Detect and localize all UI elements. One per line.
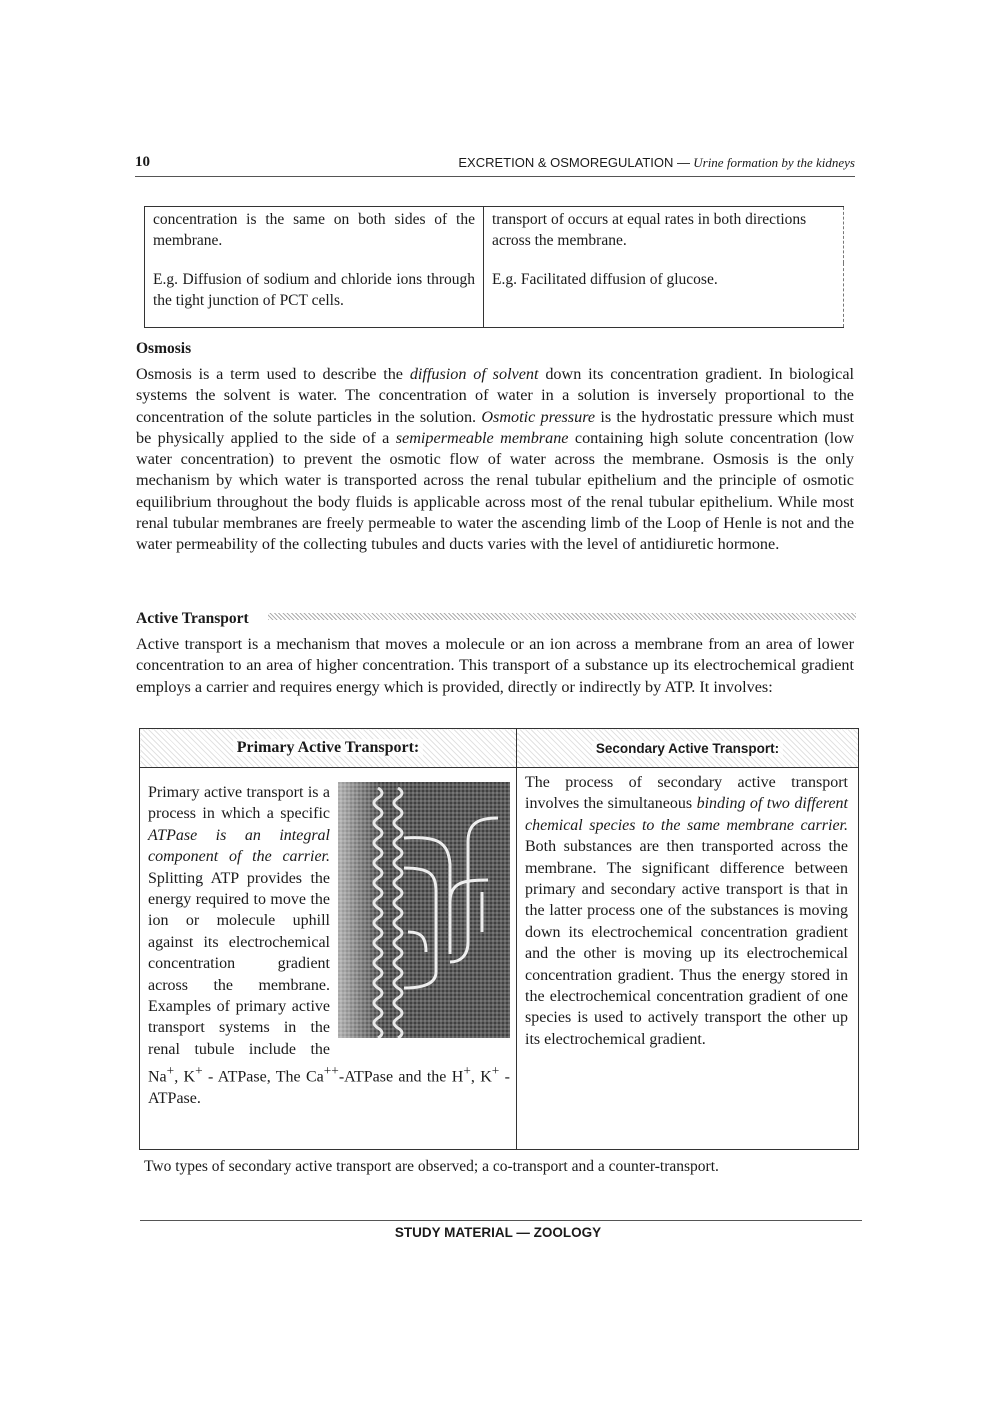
superscript: + (166, 1063, 175, 1079)
osmosis-heading: Osmosis (136, 340, 192, 357)
superscript: + (491, 1063, 500, 1079)
membrane-carrier-illustration (338, 782, 510, 1038)
text-run: - ATPase. (148, 1068, 511, 1108)
osmosis-paragraph (136, 364, 854, 556)
running-head-section: EXCRETION & OSMOREGULATION — (458, 155, 690, 170)
text-run: down its concentration gradient. In biological systems the solvent is water. The concentration of water in a solution is inversely proportional to the concentration of the solute particles in the solution. (136, 365, 854, 426)
secondary-active-transport-heading (517, 729, 859, 768)
superscript: + (195, 1063, 203, 1079)
text-run: The process of secondary active transport involves the simultaneous (525, 774, 848, 813)
closing-sentence: Two types of secondary active transport are observed; a co-transport and a counter-transport. (144, 1158, 719, 1175)
table-cell: E.g. Facilitated diffusion of glucose. (484, 263, 844, 328)
text-run: , K (470, 1068, 492, 1086)
running-head (458, 155, 855, 171)
superscript: + (463, 1063, 471, 1079)
italic-term: diffusion of solvent (409, 365, 539, 383)
table-cell: E.g. Diffusion of sodium and chloride ions through the tight junction of PCT cells. (145, 263, 484, 328)
primary-transport-text (148, 782, 510, 1109)
active-transport-paragraph: Active transport is a mechanism that moves a molecule or an ion across a membrane from an area of lower concentration to an area of higher concentration. This transport of a substance up its electrochemical gradient employs a carrier and requires energy which is provided, directly or indirectly by ATP. It involves: (136, 635, 854, 696)
text-run: Primary active transport is a process in which a specific (148, 784, 330, 823)
running-head-subsection: Urine formation by the kidneys (693, 155, 855, 170)
secondary-transport-text (525, 772, 848, 1050)
table-row (140, 768, 859, 1150)
italic-term: ATPase is an integral component of the carrier. (148, 826, 330, 866)
text-run: Splitting ATP provides the energy required to move the ion or molecule uphill against its electrochemical concentration gradient across the membrane. Examples of primary active transport systems in the renal tubule include the Na (148, 869, 330, 1086)
italic-term: semipermeable membrane (395, 428, 569, 447)
table-header-row (140, 729, 859, 768)
text-run: containing high solute concentration (low water concentration) to prevent the osmotic flow of water across the membrane. Osmosis is the only mechanism by which water is transported across the renal tubular epithelium and the principle of osmotic equilibrium throughout the body fluids is applicable across most of the renal tubular epithelium. While most renal tubular membranes are freely permeable to water the ascending limb of the Loop of Henle is not and the water permeability of the collecting tubules and ducts varies with the level of antidiuretic hormone. (136, 428, 855, 554)
text-run: - ATPase, The Ca (202, 1068, 324, 1086)
footer-rule (140, 1220, 862, 1221)
text-run: Both substances are then transported across the membrane. The significant difference between primary and secondary active transport is that in the latter process one of the substances is moving down its electrochemical concentration gradient and the other is moving up its electrochemical concentration gradient. Thus the energy stored in the electrochemical concentration gradient of one species is used to actively transport the other up its electrochemical gradient. (525, 838, 848, 1048)
diffusion-comparison-table (144, 206, 844, 328)
active-transport-heading: Active Transport (136, 610, 249, 627)
text-run: is the hydrostatic pressure which must be physically applied to the side of a (136, 407, 854, 447)
active-transport-table (139, 728, 859, 1150)
page-footer: STUDY MATERIAL — ZOOLOGY (394, 1225, 602, 1240)
italic-term: binding of two different chemical species to the same membrane carrier. (525, 795, 848, 834)
secondary-transport-cell (517, 768, 859, 1150)
membrane-carrier-svg (338, 782, 510, 1038)
text-run: , K (174, 1068, 196, 1086)
heading-text: Primary Active Transport: (233, 739, 423, 756)
heading-text: Secondary Active Transport: (592, 741, 783, 756)
text-run: -ATPase and the H (338, 1068, 464, 1086)
table-cell: transport of occurs at equal rates in both directions across the membrane. (484, 207, 844, 264)
primary-transport-cell (140, 768, 517, 1150)
table-cell: concentration is the same on both sides of the membrane. (145, 207, 484, 264)
decorative-hatch-rule (268, 613, 856, 620)
superscript: ++ (323, 1063, 339, 1079)
italic-term: Osmotic pressure (481, 407, 596, 426)
page-number: 10 (135, 154, 150, 170)
text-run: Osmosis is a term used to describe the (136, 365, 410, 383)
page-header (135, 152, 855, 177)
table-row (145, 263, 844, 328)
table-row (145, 207, 844, 264)
primary-active-transport-heading (140, 729, 517, 768)
